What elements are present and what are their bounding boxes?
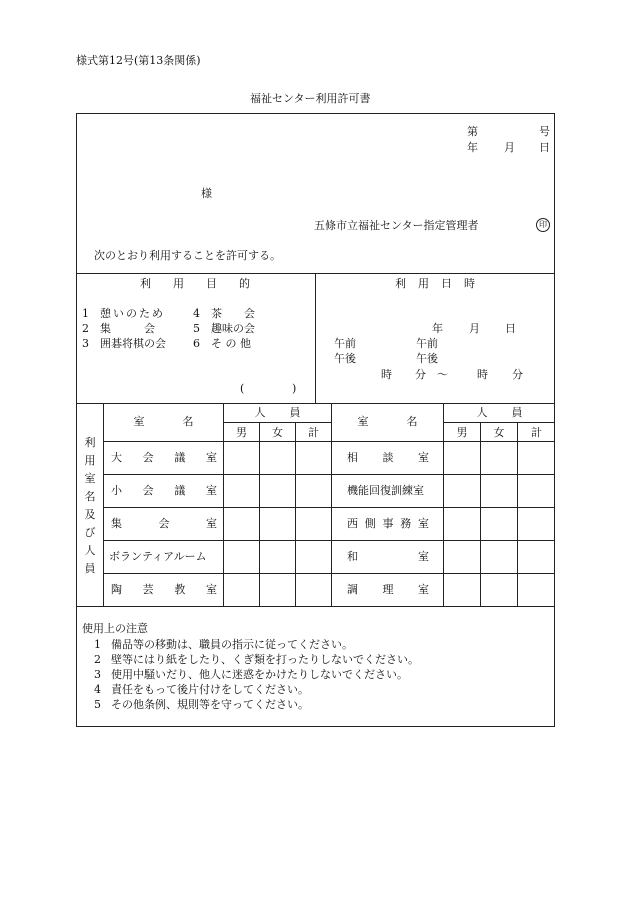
room-consultation xyxy=(347,452,429,463)
room-char: 室 xyxy=(205,583,217,596)
purpose-heading xyxy=(140,278,250,289)
room-japanese-style xyxy=(347,551,429,562)
purpose-item-number: 5 xyxy=(193,322,200,335)
note-number: 2 xyxy=(94,653,101,666)
room-assembly xyxy=(111,518,217,529)
header-char: 人 xyxy=(476,406,488,419)
side-label-char: 名 xyxy=(84,490,96,503)
note-text: 使用中騒いだり、他人に迷惑をかけたりしないでください。 xyxy=(111,668,408,681)
note-number: 5 xyxy=(94,698,101,711)
grid-line xyxy=(103,441,555,442)
header-char: 室 xyxy=(357,415,369,428)
end-minute-label: 分 xyxy=(512,368,523,381)
purpose-item-label: 趣味の会 xyxy=(211,322,255,335)
seal-mark: 印 xyxy=(536,218,550,232)
room-name-header-right xyxy=(332,416,443,427)
room-char: 教 xyxy=(174,583,186,596)
purpose-item-label: 集 会 xyxy=(100,322,155,335)
other-purpose-paren-open: ( xyxy=(240,382,245,395)
note-text: 責任をもって後片付けをしてください。 xyxy=(111,683,309,696)
purpose-item-label: 憩いのため xyxy=(100,307,165,320)
side-label-char: 用 xyxy=(84,454,96,467)
room-volunteer xyxy=(109,551,219,562)
note-text: 壁等にはり紙をしたり、くぎ類を打ったりしないでください。 xyxy=(111,653,419,666)
other-purpose-paren-close: ) xyxy=(292,382,297,395)
side-label-char: 員 xyxy=(84,562,96,575)
purpose-heading-char: 用 xyxy=(173,277,184,290)
male-header-right: 男 xyxy=(456,426,468,439)
room-char: 議 xyxy=(174,484,186,497)
use-month-label: 月 xyxy=(469,322,480,335)
side-label-char: び xyxy=(84,526,96,539)
end-hour-label: 時 xyxy=(477,368,488,381)
start-hour-label: 時 xyxy=(381,368,392,381)
use-day-label: 日 xyxy=(505,322,516,335)
purpose-item-label: 茶 会 xyxy=(211,307,255,320)
note-text: その他条例、規則等を守ってください。 xyxy=(111,698,309,711)
room-char: 西 xyxy=(347,517,358,530)
header-char: 名 xyxy=(182,415,194,428)
issue-month-label: 月 xyxy=(504,141,515,154)
note-text: 備品等の移動は、職員の指示に従ってください。 xyxy=(111,638,353,651)
number-go-label: 号 xyxy=(539,125,550,138)
total-header-right: 計 xyxy=(531,426,542,439)
male-header-left: 男 xyxy=(236,426,247,439)
room-char: 芸 xyxy=(142,583,154,596)
addressee-sama-label: 様 xyxy=(201,187,212,200)
room-pottery xyxy=(111,584,217,595)
purpose-item-number: 2 xyxy=(82,322,89,335)
issuer-name: 五條市立福祉センター指定管理者 xyxy=(314,219,479,232)
side-label-char: 利 xyxy=(84,436,96,449)
datetime-heading xyxy=(395,278,475,289)
header-char: 室 xyxy=(133,415,145,428)
purpose-heading-char: 利 xyxy=(140,277,151,290)
female-header-left: 女 xyxy=(272,426,283,439)
room-char: 事 xyxy=(382,517,394,530)
room-char: 室 xyxy=(205,484,217,497)
grid-line xyxy=(223,422,331,423)
room-char: 室 xyxy=(418,583,429,596)
room-name-header-left xyxy=(104,416,223,427)
room-char: 室 xyxy=(418,550,429,563)
room-rehabilitation xyxy=(347,485,439,496)
use-year-label: 年 xyxy=(432,322,443,335)
start-pm-label: 午後 xyxy=(334,352,356,365)
datetime-heading-char: 時 xyxy=(464,277,475,290)
permission-statement: 次のとおり利用することを許可する。 xyxy=(94,249,281,262)
room-char: 大 xyxy=(111,451,122,464)
room-char: 側 xyxy=(364,517,376,530)
female-header-right: 女 xyxy=(493,426,505,439)
purpose-item-number: 3 xyxy=(82,337,89,350)
room-char: 理 xyxy=(382,583,394,596)
room-char: 集 xyxy=(111,517,122,530)
grid-line xyxy=(103,540,555,541)
form-number: 様式第12号(第13条関係) xyxy=(76,54,201,67)
end-am-label: 午前 xyxy=(416,337,438,350)
grid-line xyxy=(443,422,555,423)
people-header-left xyxy=(224,407,331,418)
room-char: 小 xyxy=(111,484,122,497)
room-char: 室 xyxy=(418,451,429,464)
grid-line xyxy=(259,422,260,606)
people-header-right xyxy=(444,407,555,418)
room-small-conference xyxy=(111,485,217,496)
room-char: 務 xyxy=(400,517,412,530)
purpose-item-number: 1 xyxy=(82,307,89,320)
grid-line xyxy=(295,422,296,606)
purpose-item-number: 4 xyxy=(193,307,200,320)
divider-purpose-datetime xyxy=(315,273,316,403)
room-char: 会 xyxy=(142,451,154,464)
room-char: 室 xyxy=(418,517,429,530)
header-char: 員 xyxy=(511,406,523,419)
issue-day-label: 日 xyxy=(539,141,550,154)
purpose-item-label: 囲碁将棋の会 xyxy=(100,337,166,350)
header-char: 名 xyxy=(406,415,418,428)
datetime-heading-char: 利 xyxy=(395,277,406,290)
room-char: 談 xyxy=(382,451,394,464)
room-char: 会 xyxy=(158,517,170,530)
room-char: 和 xyxy=(347,550,358,563)
grid-line xyxy=(331,403,332,606)
room-west-office xyxy=(347,518,429,529)
number-dai-label: 第 xyxy=(467,125,478,138)
room-char: 機能回復訓練室 xyxy=(347,484,424,497)
end-pm-label: 午後 xyxy=(416,352,438,365)
note-number: 3 xyxy=(94,668,101,681)
grid-line xyxy=(480,422,481,606)
start-minute-label: 分 xyxy=(415,368,426,381)
room-char: 議 xyxy=(174,451,186,464)
total-header-left: 計 xyxy=(308,426,319,439)
room-char: 相 xyxy=(347,451,358,464)
datetime-heading-char: 用 xyxy=(418,277,429,290)
datetime-heading-char: 日 xyxy=(441,277,452,290)
issue-year-label: 年 xyxy=(467,141,478,154)
header-char: 人 xyxy=(254,406,266,419)
purpose-item-label: そ の 他 xyxy=(211,337,251,350)
side-label-char: 及 xyxy=(84,508,96,521)
grid-line xyxy=(517,422,518,606)
start-am-label: 午前 xyxy=(334,337,356,350)
note-number: 1 xyxy=(94,638,101,651)
room-char: 調 xyxy=(347,583,358,596)
room-char: 陶 xyxy=(111,583,122,596)
grid-line xyxy=(103,474,555,475)
header-char: 員 xyxy=(289,406,301,419)
room-cooking xyxy=(347,584,429,595)
notes-heading: 使用上の注意 xyxy=(82,622,148,635)
grid-line xyxy=(103,573,555,574)
room-large-conference xyxy=(111,452,217,463)
note-number: 4 xyxy=(94,683,101,696)
side-label-char: 室 xyxy=(84,472,96,485)
room-section-side-label xyxy=(83,434,97,578)
grid-line xyxy=(103,507,555,508)
room-char: 会 xyxy=(142,484,154,497)
purpose-item-number: 6 xyxy=(193,337,200,350)
room-char: 室 xyxy=(205,451,217,464)
purpose-heading-char: 目 xyxy=(206,277,217,290)
document-title: 福祉センター利用許可書 xyxy=(250,92,371,105)
room-char: 室 xyxy=(206,517,217,530)
divider-notes-section xyxy=(76,606,555,607)
time-range-tilde: ～ xyxy=(437,368,448,381)
grid-line xyxy=(103,403,104,606)
side-label-char: 人 xyxy=(84,544,96,557)
room-char: ボランティアルーム xyxy=(109,550,207,563)
purpose-heading-char: 的 xyxy=(239,277,250,290)
divider-room-section xyxy=(76,403,555,404)
